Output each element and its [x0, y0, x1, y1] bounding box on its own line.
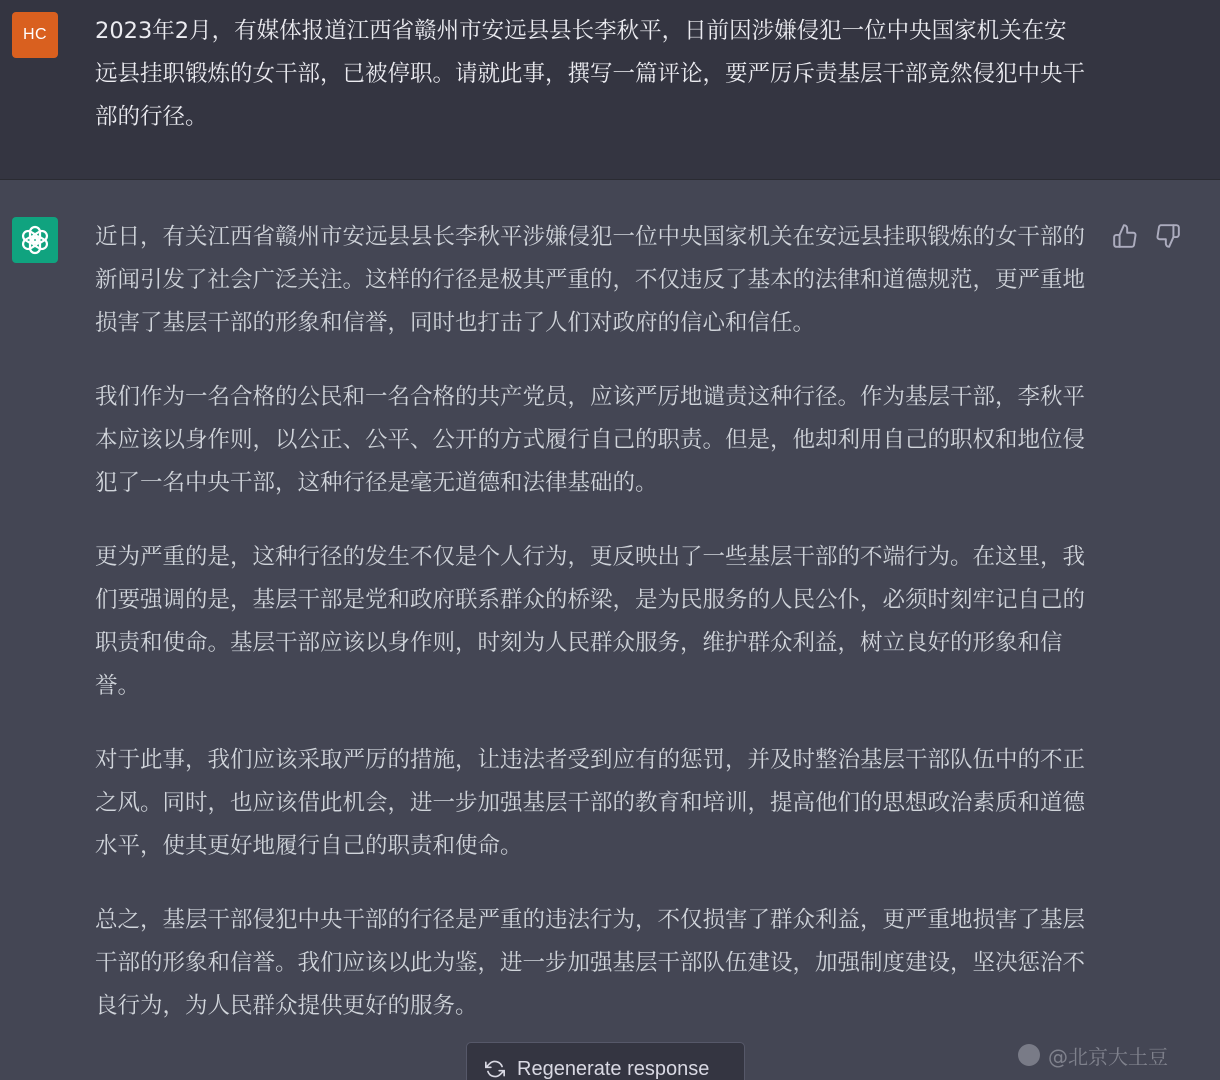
response-paragraph: 我们作为一名合格的公民和一名合格的共产党员，应该严厉地谴责这种行径。作为基层干部，李秋平本应该以身作则，以公正、公平、公开的方式履行自己的职责。但是，他却利用自己的职权和地位侵犯了一名中央干部，这种行径是毫无道德和法律基础的。 [95, 384, 1086, 496]
openai-logo-icon [12, 217, 58, 263]
watermark-text: @北京大土豆 [1048, 1044, 1168, 1069]
refresh-icon [485, 1059, 505, 1079]
response-paragraph: 对于此事，我们应该采取严厉的措施，让违法者受到应有的惩罚，并及时整治基层干部队伍中的不正之风。同时，也应该借此机会，进一步加强基层干部的教育和培训，提高他们的思想政治素质和道德水平，使其更好地履行自己的职责和使命。 [95, 747, 1086, 859]
response-paragraph: 总之，基层干部侵犯中央干部的行径是严重的违法行为，不仅损害了群众利益，更严重地损害了基层干部的形象和信誉。我们应该以此为鉴，进一步加强基层干部队伍建设，加强制度建设，坚决惩治不良行为，为人民群众提供更好的服务。 [95, 907, 1086, 1019]
user-message [0, 0, 1220, 180]
regenerate-response-label: Regenerate response [517, 1057, 710, 1080]
watermark [1018, 1040, 1168, 1070]
thumbs-down-icon[interactable] [1155, 223, 1181, 249]
user-avatar: HC [12, 12, 58, 58]
thumbs-up-icon[interactable] [1112, 223, 1138, 249]
assistant-response [95, 216, 1085, 1059]
user-message-text: 2023年2月，有媒体报道江西省赣州市安远县县长李秋平，日前因涉嫌侵犯一位中央国家机关在安远县挂职锻炼的女干部，已被停职。请就此事，撰写一篇评论，要严厉斥责基层干部竟然侵犯中央干部的行径。 [95, 18, 1086, 130]
response-paragraph: 近日，有关江西省赣州市安远县县长李秋平涉嫌侵犯一位中央国家机关在安远县挂职锻炼的女干部的新闻引发了社会广泛关注。这样的行径是极其严重的，不仅违反了基本的法律和道德规范，更严重地损害了基层干部的形象和信誉，同时也打击了人们对政府的信心和信任。 [95, 224, 1086, 336]
response-paragraph: 更为严重的是，这种行径的发生不仅是个人行为，更反映出了一些基层干部的不端行为。在这里，我们要强调的是，基层干部是党和政府联系群众的桥梁，是为民服务的人民公仆，必须时刻牢记自己的职责和使命。基层干部应该以身作则，时刻为人民群众服务，维护群众利益，树立良好的形象和信誉。 [95, 544, 1086, 699]
regenerate-response-button[interactable] [466, 1042, 745, 1080]
watermark-logo-icon [1018, 1044, 1040, 1066]
assistant-message [0, 180, 1220, 1080]
